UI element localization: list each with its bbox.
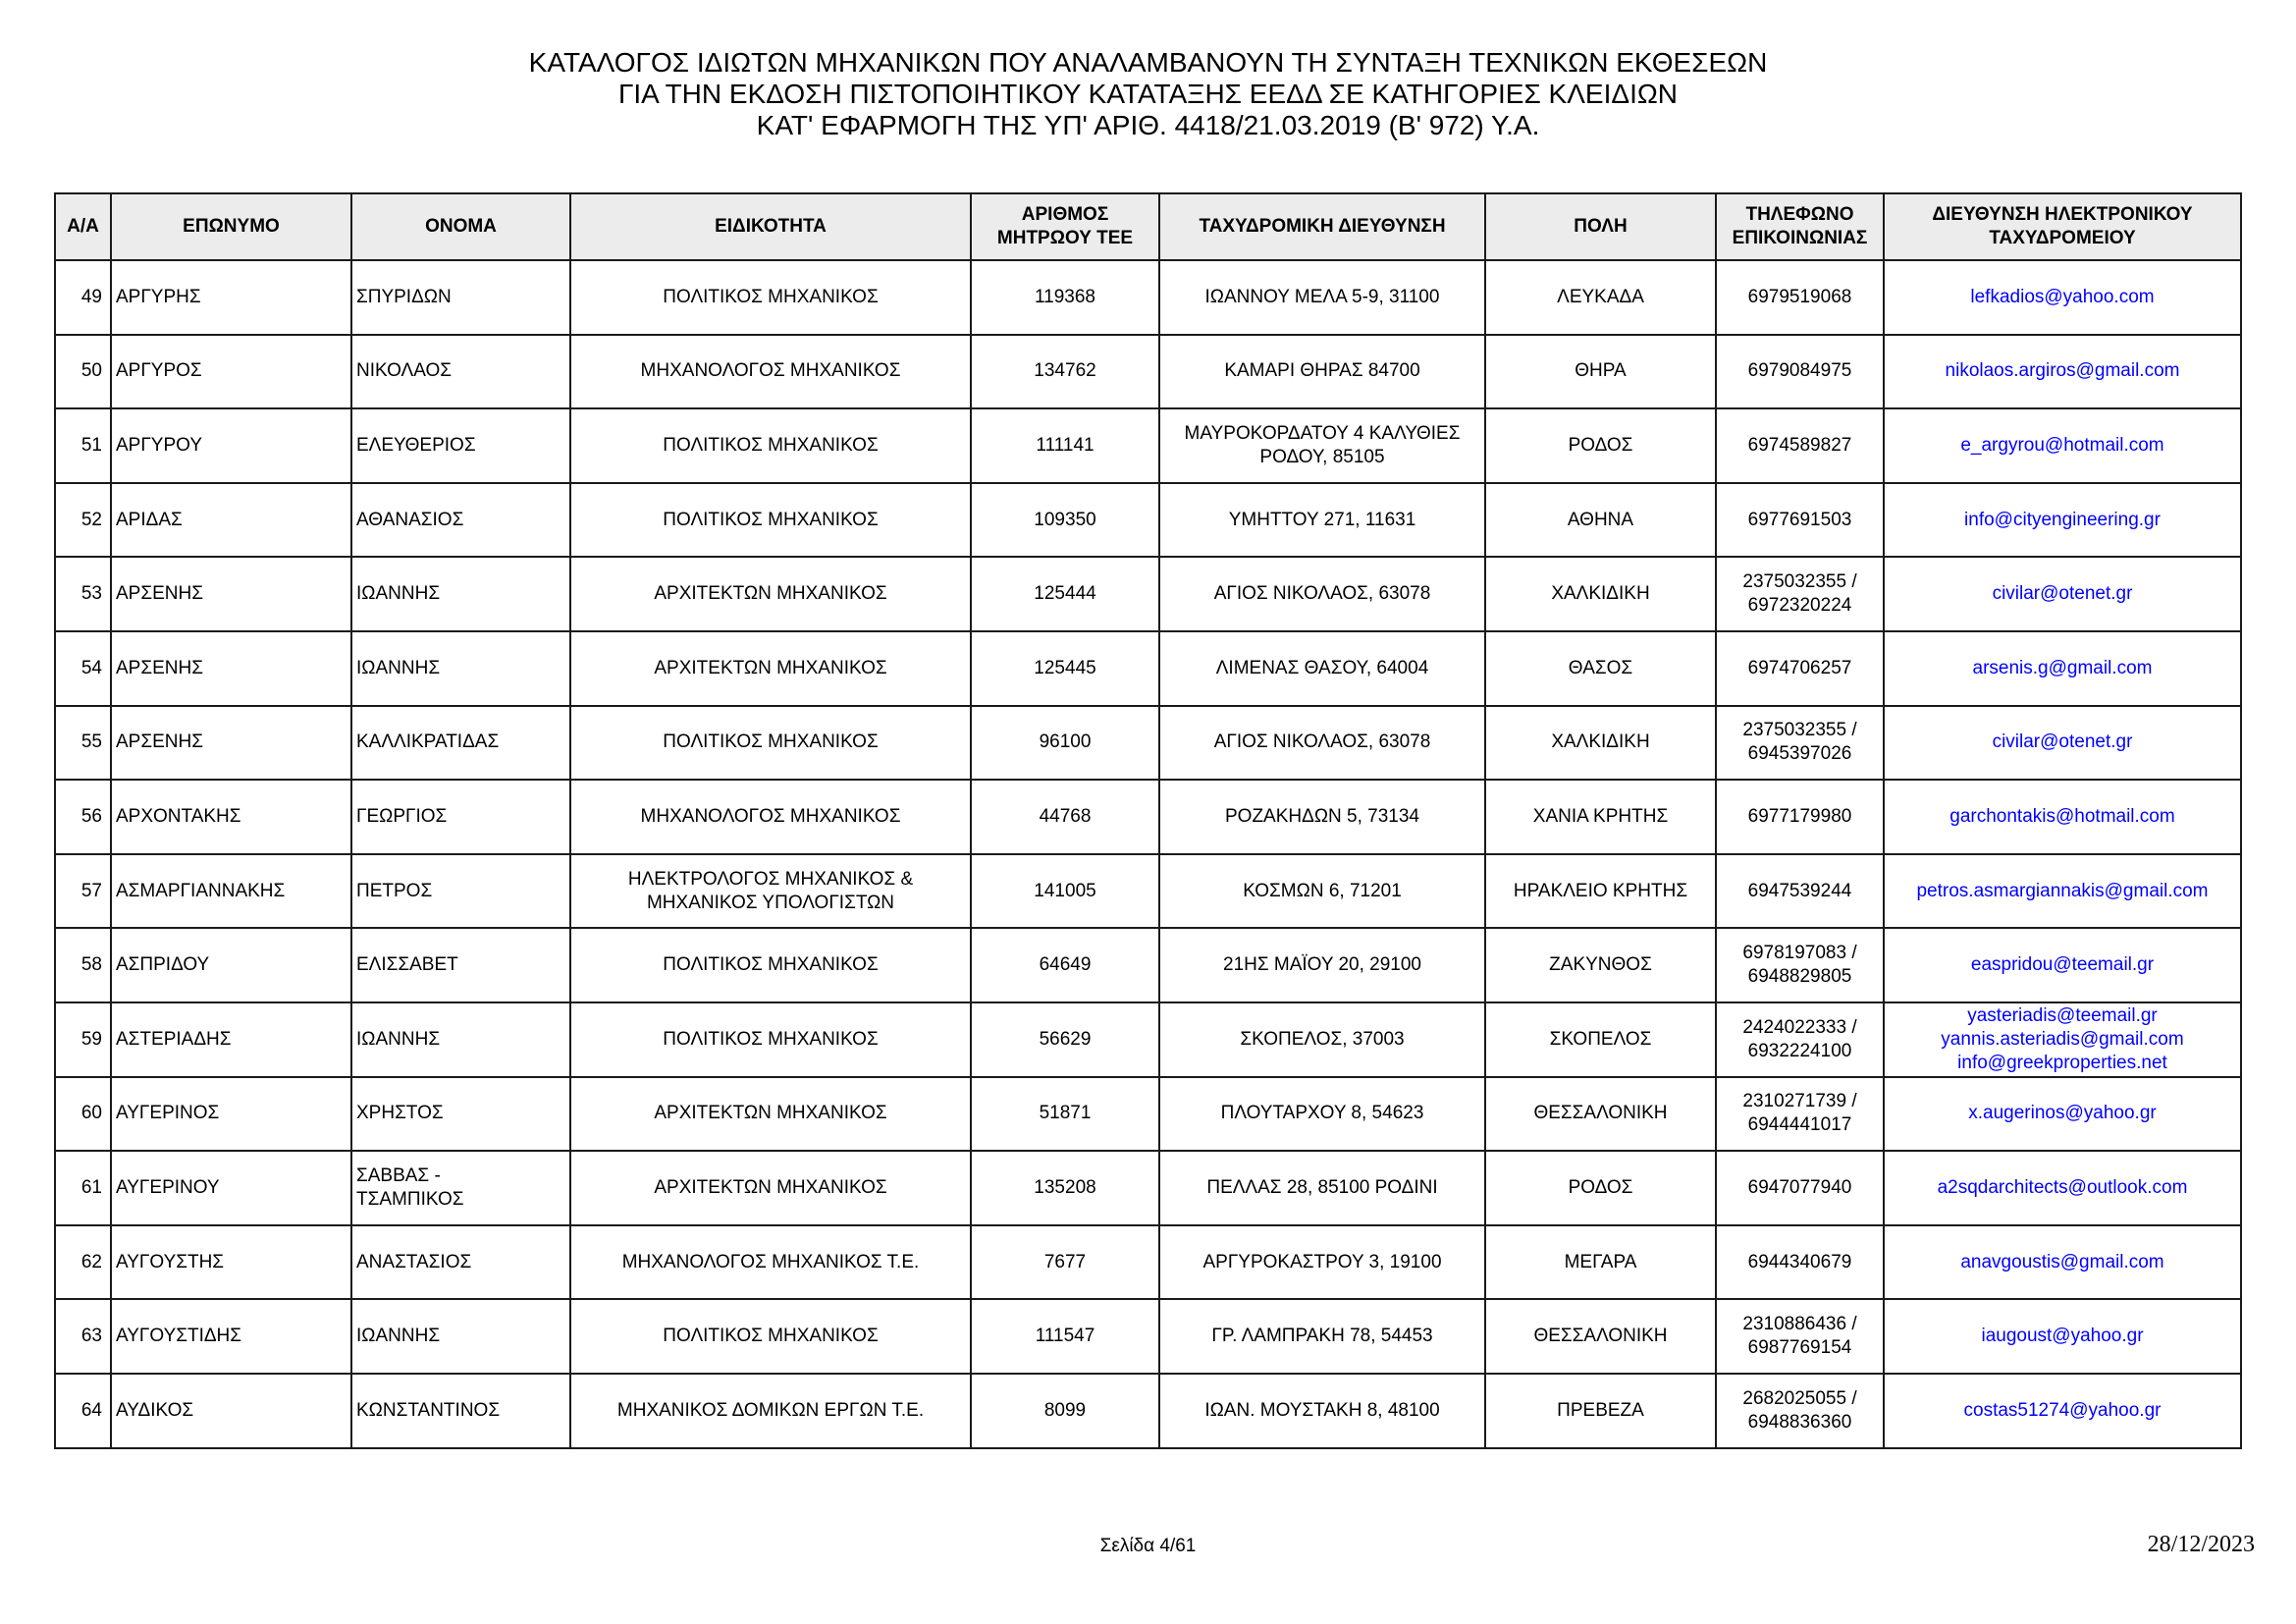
cell-postal-address-line: ΠΛΟΥΤΑΡΧΟΥ 8, 54623 [1220,1103,1424,1124]
table-row [55,483,2241,558]
header-aa [55,193,111,260]
cell-phone-line: 6987769154 [1747,1337,1852,1359]
cell-postal-address [1159,928,1485,1002]
cell-specialty [570,631,971,706]
cell-surname: ΑΡΓΥΡΗΣ [111,260,351,335]
cell-specialty-line: ΠΟΛΙΤΙΚΟΣ ΜΗΧΑΝΙΚΟΣ [663,509,879,530]
engineers-table [54,192,2242,1449]
cell-tee-number: 96100 [971,706,1159,781]
cell-specialty-line: ΜΗΧΑΝΟΛΟΓΟΣ ΜΗΧΑΝΙΚΟΣ [640,805,901,827]
cell-surname: ΑΡΣΕΝΗΣ [111,557,351,631]
cell-name-line: ΕΛΕΥΘΕΡΙΟΣ [356,434,476,456]
cell-aa: 54 [55,631,111,706]
cell-postal-address-line: ΑΡΓΥΡΟΚΑΣΤΡΟΥ 3, 19100 [1202,1251,1442,1272]
cell-name [351,408,570,483]
cell-specialty-line: ΗΛΕΚΤΡΟΛΟΓΟΣ ΜΗΧΑΝΙΚΟΣ & [627,868,914,890]
cell-specialty [570,928,971,1002]
email-link[interactable]: a2sqdarchitects@outlook.com [1937,1176,2188,1198]
cell-postal-address-line: ΓΡ. ΛΑΜΠΡΑΚΗ 78, 54453 [1211,1326,1433,1347]
cell-specialty [570,557,971,631]
document-title [0,47,2296,141]
header-phone-line: ΤΗΛΕΦΩΝΟ [1745,204,1854,225]
cell-phone [1716,1225,1884,1300]
cell-specialty-line: ΑΡΧΙΤΕΚΤΩΝ ΜΗΧΑΝΙΚΟΣ [654,657,887,678]
cell-aa: 56 [55,780,111,854]
cell-specialty [570,408,971,483]
cell-phone [1716,928,1884,1002]
cell-email [1884,706,2241,781]
cell-phone-line: 6945397026 [1747,743,1852,765]
email-link[interactable]: iaugoust@yahoo.gr [1981,1326,2144,1347]
cell-surname: ΑΥΓΟΥΣΤΗΣ [111,1225,351,1300]
cell-postal-address-line: ΡΟΖΑΚΗΔΩΝ 5, 73134 [1225,805,1419,827]
cell-specialty [570,335,971,409]
cell-name-line: ΠΕΤΡΟΣ [356,880,433,901]
cell-city: ΘΕΣΣΑΛΟΝΙΚΗ [1485,1299,1716,1374]
cell-phone-line: 2310886436 / [1742,1314,1857,1335]
cell-postal-address [1159,557,1485,631]
header-tee-number-line: ΑΡΙΘΜΟΣ [1021,204,1109,225]
cell-specialty-line: ΠΟΛΙΤΙΚΟΣ ΜΗΧΑΝΙΚΟΣ [663,434,879,456]
cell-specialty-line: ΑΡΧΙΤΕΚΤΩΝ ΜΗΧΑΝΙΚΟΣ [654,1103,887,1124]
table-row [55,408,2241,483]
cell-phone-line: 6977179980 [1747,805,1852,827]
cell-name-line: ΙΩΑΝΝΗΣ [356,583,441,605]
cell-name [351,780,570,854]
cell-phone-line: 6977691503 [1747,509,1852,530]
cell-postal-address-line: ΑΓΙΟΣ ΝΙΚΟΛΑΟΣ, 63078 [1213,731,1431,753]
cell-phone [1716,483,1884,558]
cell-postal-address [1159,335,1485,409]
cell-phone [1716,631,1884,706]
cell-surname: ΑΡΣΕΝΗΣ [111,706,351,781]
cell-specialty [570,1002,971,1077]
cell-name [351,1077,570,1152]
cell-aa: 64 [55,1374,111,1448]
cell-aa: 53 [55,557,111,631]
cell-name [351,483,570,558]
email-link[interactable]: anavgoustis@gmail.com [1960,1251,2164,1272]
cell-surname: ΑΡΣΕΝΗΣ [111,631,351,706]
cell-city: ΠΡΕΒΕΖΑ [1485,1374,1716,1448]
header-postal-address [1159,193,1485,260]
cell-tee-number: 119368 [971,260,1159,335]
cell-surname: ΑΣΤΕΡΙΑΔΗΣ [111,1002,351,1077]
cell-email [1884,1151,2241,1225]
cell-phone-line: 2375032355 / [1742,571,1857,593]
cell-city: ΖΑΚΥΝΘΟΣ [1485,928,1716,1002]
cell-specialty-line: ΑΡΧΙΤΕΚΤΩΝ ΜΗΧΑΝΙΚΟΣ [654,583,887,605]
cell-email [1884,483,2241,558]
email-link[interactable]: lefkadios@yahoo.com [1970,286,2155,307]
cell-aa: 51 [55,408,111,483]
email-link[interactable]: nikolaos.argiros@gmail.com [1945,360,2180,382]
header-tee-number-line: ΜΗΤΡΩΟΥ ΤΕΕ [996,228,1134,248]
cell-postal-address [1159,260,1485,335]
cell-phone [1716,1374,1884,1448]
cell-specialty-line: ΜΗΧΑΝΙΚΟΣ ΔΟΜΙΚΩΝ ΕΡΓΩΝ Τ.Ε. [616,1399,925,1421]
table-row [55,1225,2241,1300]
cell-phone [1716,557,1884,631]
cell-postal-address-line: ΥΜΗΤΤΟΥ 271, 11631 [1228,509,1416,530]
cell-email [1884,854,2241,929]
header-surname-line: ΕΠΩΝΥΜΟ [183,216,280,237]
email-link[interactable]: civilar@otenet.gr [1992,731,2133,753]
cell-name [351,1002,570,1077]
cell-name-line: ΑΘΑΝΑΣΙΟΣ [356,509,464,530]
cell-name [351,631,570,706]
cell-postal-address-line: ΠΕΛΛΑΣ 28, 85100 ΡΟΔΙΝΙ [1206,1176,1438,1198]
cell-tee-number: 125444 [971,557,1159,631]
cell-name-line: ΚΩΝΣΤΑΝΤΙΝΟΣ [356,1399,501,1421]
cell-phone [1716,1299,1884,1374]
cell-specialty-line: ΠΟΛΙΤΙΚΟΣ ΜΗΧΑΝΙΚΟΣ [663,1028,879,1050]
title-line-1: ΚΑΤΑΛΟΓΟΣ ΙΔΙΩΤΩΝ ΜΗΧΑΝΙΚΩΝ ΠΟΥ ΑΝΑΛΑΜΒΑΝΟΥΝ ΤΗ ΣΥΝΤΑΞΗ ΤΕΧΝΙΚΩΝ ΕΚΘΕΣΕΩΝ [528,47,1768,78]
cell-aa: 57 [55,854,111,929]
cell-name [351,1374,570,1448]
cell-phone-line: 6974706257 [1747,657,1852,678]
cell-postal-address [1159,1002,1485,1077]
cell-phone-line: 6944340679 [1747,1251,1852,1272]
cell-phone [1716,260,1884,335]
cell-postal-address [1159,1299,1485,1374]
cell-specialty [570,854,971,929]
cell-postal-address-line: ΜΑΥΡΟΚΟΡΔΑΤΟΥ 4 ΚΑΛΥΘΙΕΣ [1184,422,1461,444]
cell-tee-number: 111141 [971,408,1159,483]
cell-phone-line: 6947539244 [1747,880,1852,901]
cell-tee-number: 141005 [971,854,1159,929]
cell-surname: ΑΥΔΙΚΟΣ [111,1374,351,1448]
cell-name [351,928,570,1002]
cell-city: ΣΚΟΠΕΛΟΣ [1485,1002,1716,1077]
cell-email [1884,1299,2241,1374]
cell-specialty [570,1151,971,1225]
cell-phone [1716,1077,1884,1152]
cell-phone-line: 6944441017 [1747,1114,1852,1136]
table-header-row [55,193,2241,260]
cell-name [351,557,570,631]
cell-email [1884,928,2241,1002]
cell-email [1884,1002,2241,1077]
cell-postal-address-line: ΚΑΜΑΡΙ ΘΗΡΑΣ 84700 [1224,360,1420,382]
header-tee-number [971,193,1159,260]
cell-name [351,706,570,781]
cell-city: ΧΑΛΚΙΔΙΚΗ [1485,557,1716,631]
cell-tee-number: 109350 [971,483,1159,558]
cell-postal-address-line: ΚΟΣΜΩΝ 6, 71201 [1243,880,1402,901]
cell-name-line: ΙΩΑΝΝΗΣ [356,1326,441,1347]
cell-postal-address-line: ΛΙΜΕΝΑΣ ΘΑΣΟΥ, 64004 [1215,657,1429,678]
cell-aa: 50 [55,335,111,409]
table-row [55,780,2241,854]
cell-name-line: ΙΩΑΝΝΗΣ [356,1028,441,1050]
email-link[interactable]: yannis.asteriadis@gmail.com [1941,1028,2184,1050]
cell-postal-address-line: ΑΓΙΟΣ ΝΙΚΟΛΑΟΣ, 63078 [1213,583,1431,605]
cell-phone [1716,335,1884,409]
cell-email [1884,1225,2241,1300]
cell-aa: 49 [55,260,111,335]
cell-tee-number: 125445 [971,631,1159,706]
cell-phone-line: 2682025055 / [1742,1387,1857,1409]
table-row [55,1002,2241,1077]
header-postal-address-line: ΤΑΧΥΔΡΟΜΙΚΗ ΔΙΕΥΘΥΝΣΗ [1199,216,1446,237]
cell-tee-number: 51871 [971,1077,1159,1152]
cell-aa: 52 [55,483,111,558]
cell-tee-number: 64649 [971,928,1159,1002]
header-specialty-line: ΕΙΔΙΚΟΤΗΤΑ [715,216,827,237]
cell-postal-address-line: 21ΗΣ ΜΑΪΟΥ 20, 29100 [1223,954,1421,976]
cell-email [1884,631,2241,706]
cell-email [1884,780,2241,854]
cell-surname: ΑΣΠΡΙΔΟΥ [111,928,351,1002]
table-row [55,1374,2241,1448]
cell-specialty [570,1077,971,1152]
cell-city: ΛΕΥΚΑΔΑ [1485,260,1716,335]
cell-specialty-line: ΠΟΛΙΤΙΚΟΣ ΜΗΧΑΝΙΚΟΣ [663,731,879,753]
cell-phone-line: 6947077940 [1747,1176,1852,1198]
cell-phone-line: 2375032355 / [1742,720,1857,741]
cell-city: ΡΟΔΟΣ [1485,408,1716,483]
cell-city: ΧΑΝΙΑ ΚΡΗΤΗΣ [1485,780,1716,854]
cell-city: ΘΗΡΑ [1485,335,1716,409]
header-email-line: ΤΑΧΥΔΡΟΜΕΙΟΥ [1989,228,2136,248]
title-line-3: ΚΑΤ' ΕΦΑΡΜΟΓΗ ΤΗΣ ΥΠ' ΑΡΙΘ. 4418/21.03.2019 (Β' 972) Υ.Α. [756,110,1540,140]
cell-postal-address [1159,1151,1485,1225]
cell-email [1884,408,2241,483]
table-row [55,1077,2241,1152]
cell-name-line: ΤΣΑΜΠΙΚΟΣ [356,1188,464,1210]
cell-name-line: ΓΕΩΡΓΙΟΣ [356,805,448,827]
cell-postal-address [1159,1374,1485,1448]
cell-surname: ΑΡΧΟΝΤΑΚΗΣ [111,780,351,854]
cell-phone-line: 6948836360 [1747,1411,1852,1433]
cell-aa: 59 [55,1002,111,1077]
cell-email [1884,260,2241,335]
cell-phone-line: 6948829805 [1747,966,1852,988]
cell-name-line: ΣΑΒΒΑΣ - [356,1164,441,1186]
cell-phone [1716,1151,1884,1225]
table-row [55,631,2241,706]
cell-name [351,1151,570,1225]
cell-specialty [570,706,971,781]
cell-tee-number: 111547 [971,1299,1159,1374]
cell-email [1884,557,2241,631]
cell-specialty-line: ΠΟΛΙΤΙΚΟΣ ΜΗΧΑΝΙΚΟΣ [663,286,879,307]
cell-specialty [570,1299,971,1374]
cell-specialty [570,1225,971,1300]
cell-name [351,335,570,409]
email-link[interactable]: x.augerinos@yahoo.gr [1968,1103,2157,1124]
cell-postal-address-line: ΙΩΑΝ. ΜΟΥΣΤΑΚΗ 8, 48100 [1204,1399,1440,1421]
cell-specialty-line: ΠΟΛΙΤΙΚΟΣ ΜΗΧΑΝΙΚΟΣ [663,954,879,976]
table-row [55,854,2241,929]
cell-specialty [570,780,971,854]
email-link[interactable]: arsenis.g@gmail.com [1972,657,2153,678]
page-number: Σελίδα 4/61 [1099,1536,1197,1556]
email-link[interactable]: easpridou@teemail.gr [1970,954,2155,976]
header-surname [111,193,351,260]
cell-phone [1716,1002,1884,1077]
cell-city: ΗΡΑΚΛΕΙΟ ΚΡΗΤΗΣ [1485,854,1716,929]
cell-postal-address [1159,780,1485,854]
email-link[interactable]: petros.asmargiannakis@gmail.com [1916,880,2209,901]
table-body [55,260,2241,1448]
table-row [55,1151,2241,1225]
table-row [55,557,2241,631]
cell-specialty-line: ΜΗΧΑΝΟΛΟΓΟΣ ΜΗΧΑΝΙΚΟΣ [640,360,901,382]
cell-name-line: ΑΝΑΣΤΑΣΙΟΣ [356,1251,472,1272]
cell-name-line: ΕΛΙΣΣΑΒΕΤ [356,954,458,976]
cell-postal-address [1159,1225,1485,1300]
table-row [55,706,2241,781]
cell-city: ΜΕΓΑΡΑ [1485,1225,1716,1300]
cell-specialty-line: ΑΡΧΙΤΕΚΤΩΝ ΜΗΧΑΝΙΚΟΣ [654,1176,887,1198]
cell-postal-address [1159,706,1485,781]
cell-aa: 60 [55,1077,111,1152]
header-name-line: ΟΝΟΜΑ [425,216,497,237]
cell-phone-line: 2310271739 / [1742,1091,1857,1112]
cell-aa: 55 [55,706,111,781]
header-name [351,193,570,260]
cell-surname: ΑΥΓΟΥΣΤΙΔΗΣ [111,1299,351,1374]
cell-surname: ΑΡΙΔΑΣ [111,483,351,558]
email-link[interactable]: info@greekproperties.net [1957,1052,2167,1073]
cell-name-line: ΣΠΥΡΙΔΩΝ [356,286,452,307]
cell-phone-line: 6932224100 [1747,1040,1852,1061]
cell-phone [1716,854,1884,929]
cell-postal-address [1159,854,1485,929]
email-link[interactable]: costas51274@yahoo.gr [1963,1399,2162,1421]
cell-phone [1716,706,1884,781]
cell-phone [1716,780,1884,854]
cell-postal-address [1159,1077,1485,1152]
cell-city: ΧΑΛΚΙΔΙΚΗ [1485,706,1716,781]
cell-name [351,854,570,929]
cell-phone-line: 6979084975 [1747,360,1852,382]
cell-name-line: ΙΩΑΝΝΗΣ [356,657,441,678]
cell-aa: 58 [55,928,111,1002]
cell-specialty-line: ΜΗΧΑΝΟΛΟΓΟΣ ΜΗΧΑΝΙΚΟΣ Τ.Ε. [621,1251,920,1272]
cell-specialty [570,1374,971,1448]
table-row [55,335,2241,409]
cell-postal-address [1159,483,1485,558]
table-row [55,260,2241,335]
cell-name [351,1299,570,1374]
header-city [1485,193,1716,260]
header-specialty [570,193,971,260]
cell-postal-address [1159,631,1485,706]
cell-specialty-line: ΠΟΛΙΤΙΚΟΣ ΜΗΧΑΝΙΚΟΣ [663,1326,879,1347]
header-email-line: ΔΙΕΥΘΥΝΣΗ ΗΛΕΚΤΡΟΝΙΚΟΥ [1932,204,2193,225]
cell-aa: 62 [55,1225,111,1300]
cell-specialty [570,260,971,335]
cell-postal-address-line: ΙΩΑΝΝΟΥ ΜΕΛΑ 5-9, 31100 [1204,286,1440,307]
cell-name-line: ΝΙΚΟΛΑΟΣ [356,360,453,382]
cell-tee-number: 44768 [971,780,1159,854]
cell-surname: ΑΥΓΕΡΙΝΟΥ [111,1151,351,1225]
cell-tee-number: 135208 [971,1151,1159,1225]
cell-surname: ΑΡΓΥΡΟΣ [111,335,351,409]
cell-surname: ΑΡΓΥΡΟΥ [111,408,351,483]
cell-name [351,1225,570,1300]
cell-specialty [570,483,971,558]
cell-postal-address [1159,408,1485,483]
cell-phone-line: 6974589827 [1747,434,1852,456]
cell-tee-number: 7677 [971,1225,1159,1300]
cell-tee-number: 134762 [971,335,1159,409]
table-row [55,1299,2241,1374]
cell-name-line: ΚΑΛΛΙΚΡΑΤΙΔΑΣ [356,731,500,753]
cell-phone-line: 6978197083 / [1742,943,1857,964]
cell-tee-number: 8099 [971,1374,1159,1448]
header-city-line: ΠΟΛΗ [1574,216,1628,237]
cell-phone [1716,408,1884,483]
cell-name-line: ΧΡΗΣΤΟΣ [356,1103,444,1124]
header-aa-line: Α/Α [67,216,99,237]
email-link[interactable]: info@cityengineering.gr [1964,509,2161,530]
cell-city: ΡΟΔΟΣ [1485,1151,1716,1225]
header-phone [1716,193,1884,260]
cell-specialty-line: ΜΗΧΑΝΙΚΟΣ ΥΠΟΛΟΓΙΣΤΩΝ [646,892,895,913]
cell-postal-address-line: ΡΟΔΟΥ, 85105 [1259,446,1385,467]
cell-tee-number: 56629 [971,1002,1159,1077]
cell-phone-line: 6979519068 [1747,286,1852,307]
cell-postal-address-line: ΣΚΟΠΕΛΟΣ, 37003 [1240,1028,1405,1050]
cell-city: ΘΑΣΟΣ [1485,631,1716,706]
cell-phone-line: 6972320224 [1747,595,1852,617]
cell-email [1884,335,2241,409]
cell-city: ΑΘΗΝΑ [1485,483,1716,558]
cell-aa: 61 [55,1151,111,1225]
cell-aa: 63 [55,1299,111,1374]
cell-name [351,260,570,335]
cell-email [1884,1077,2241,1152]
email-link[interactable]: civilar@otenet.gr [1992,583,2133,605]
cell-city: ΘΕΣΣΑΛΟΝΙΚΗ [1485,1077,1716,1152]
email-link[interactable]: garchontakis@hotmail.com [1949,805,2175,827]
email-link[interactable]: e_argyrou@hotmail.com [1960,434,2164,456]
email-link[interactable]: yasteriadis@teemail.gr [1967,1004,2158,1026]
cell-phone-line: 2424022333 / [1742,1016,1857,1038]
cell-surname: ΑΥΓΕΡΙΝΟΣ [111,1077,351,1152]
cell-surname: ΑΣΜΑΡΓΙΑΝΝΑΚΗΣ [111,854,351,929]
table-row [55,928,2241,1002]
footer-date: 28/12/2023 [2147,1532,2255,1557]
title-line-2: ΓΙΑ ΤΗΝ ΕΚΔΟΣΗ ΠΙΣΤΟΠΟΙΗΤΙΚΟΥ ΚΑΤΑΤΑΞΗΣ ΕΕΔΔ ΣΕ ΚΑΤΗΓΟΡΙΕΣ ΚΛΕΙΔΙΩΝ [617,79,1679,109]
header-phone-line: ΕΠΙΚΟΙΝΩΝΙΑΣ [1732,228,1868,248]
header-email [1884,193,2241,260]
cell-email [1884,1374,2241,1448]
